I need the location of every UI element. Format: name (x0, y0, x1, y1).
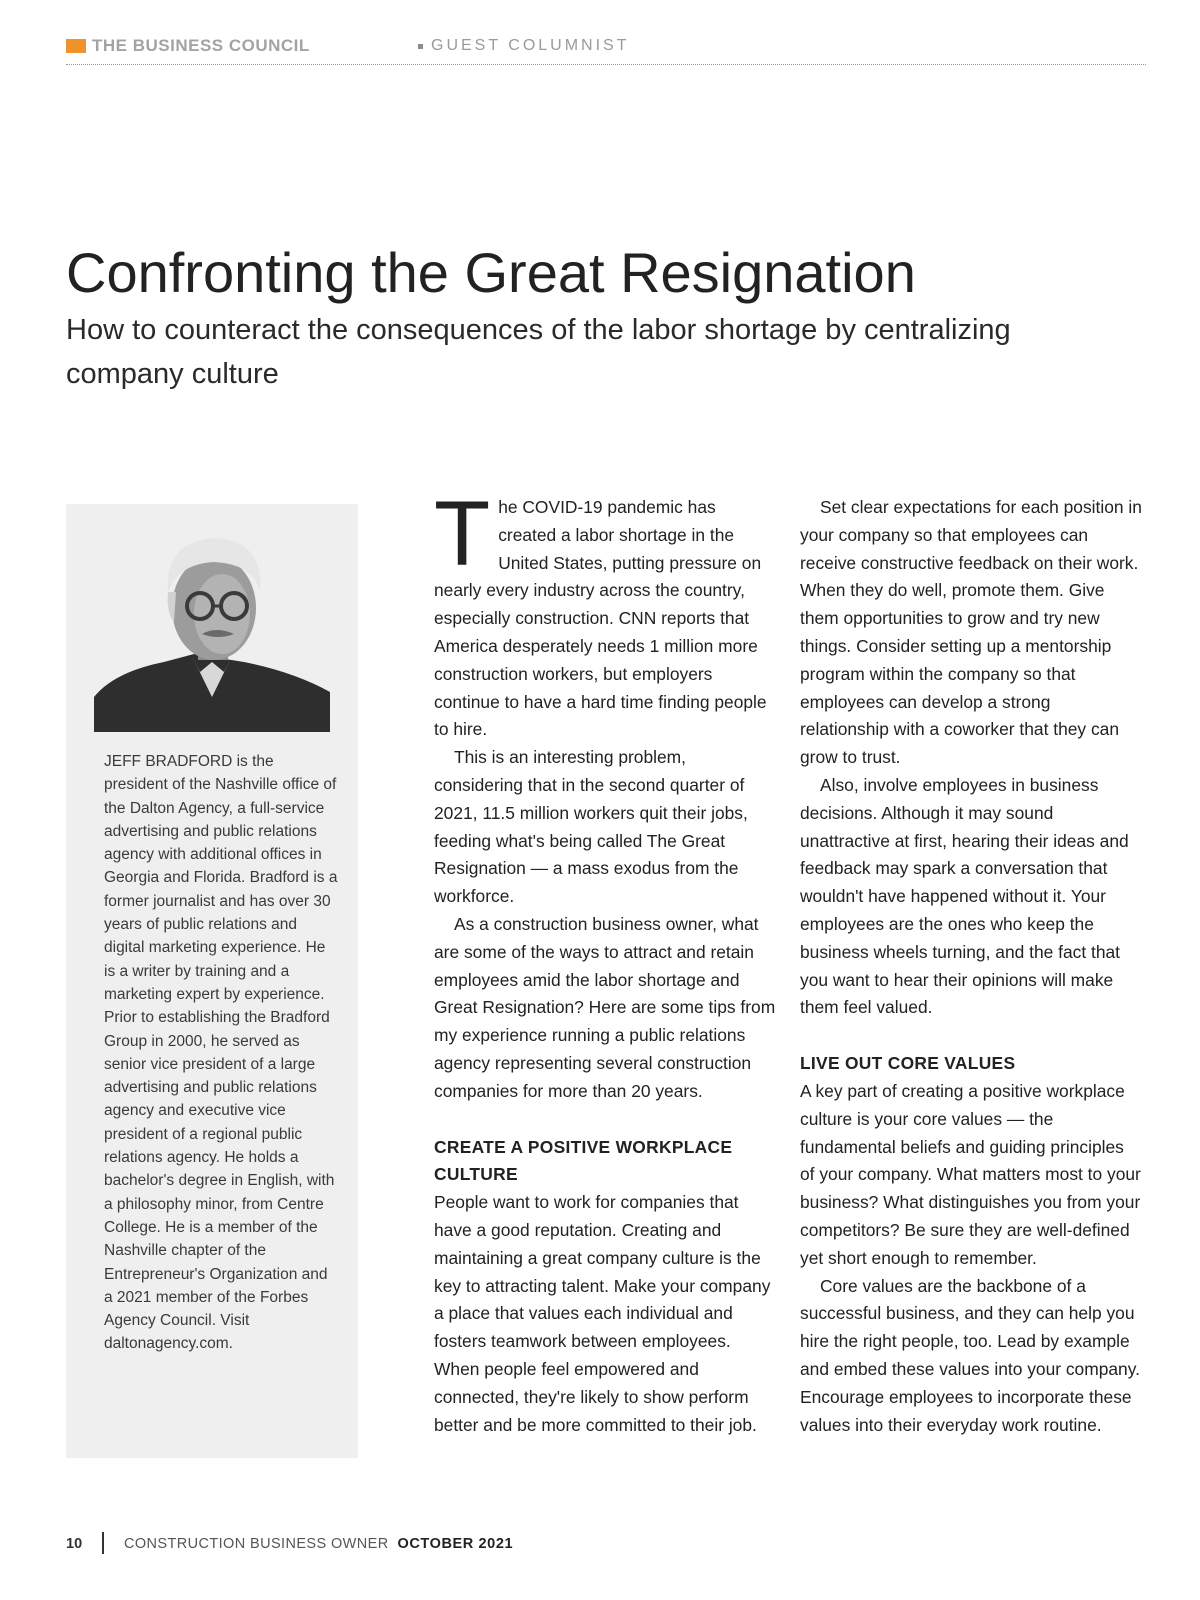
author-sidebar (66, 504, 358, 1458)
section-marker-square (66, 39, 86, 53)
author-photo (94, 522, 330, 732)
running-header (66, 36, 1146, 65)
section-heading: CREATE A POSITIVE WORKPLACE CULTURE (434, 1136, 733, 1185)
page-footer (66, 1532, 766, 1556)
article-title: Confronting the Great Resignation (66, 241, 916, 304)
footer-divider (102, 1532, 104, 1554)
body-paragraph: Also, involve employees in business decisions. Although it may sound unattractive at first, hearing their ideas and feedback may spark a conversation that wouldn't have happened without it. Your employees are the ones who keep the business wheels turning, and the fact that you want to hear their opinions will make them feel valued. (800, 774, 1129, 1018)
section-heading: LIVE OUT CORE VALUES (800, 1053, 1016, 1074)
body-paragraph-text: he COVID-19 pandemic has created a labor shortage in the United States, putting pressure on nearly every industry across the country, especially construction. CNN reports that America desperately needs 1 million more construction workers, but employers continue to have a hard time finding people to hire. (434, 497, 767, 740)
body-column-2 (800, 494, 1142, 1439)
body-paragraph: Set clear expectations for each position in your company so that employees can receive constructive feedback on their work. When they do well, promote them. Give them opportunities to grow and try new things. Consider setting up a mentorship program within the company so that employees can develop a strong relationship with a coworker that they can grow to trust. (800, 497, 1142, 768)
section-name: THE BUSINESS COUNCIL (92, 36, 310, 55)
body-column-1 (434, 483, 776, 1439)
body-paragraph: As a construction business owner, what are some of the ways to attract and retain employees amid the labor shortage and Great Resignation? Here are some tips from my experience running a public relations agency representing several construction companies for more than 20 years. (434, 913, 776, 1101)
publication-name: CONSTRUCTION BUSINESS OWNER (124, 1536, 389, 1552)
body-paragraph: People want to work for companies that have a good reputation. Creating and maintaining a great company culture is the key to attracting talent. Make your company a place that values each individual and fosters teamwork between employees. When people feel empowered and connected, they're likely to show perform better and be more committed to their job. (434, 1192, 771, 1435)
page-number: 10 (66, 1536, 83, 1552)
issue-date: OCTOBER 2021 (397, 1536, 514, 1552)
article-subtitle: How to counteract the consequences of the labor shortage by centralizing company culture (66, 314, 1011, 390)
body-paragraph (434, 483, 776, 744)
separator-dot (418, 44, 423, 49)
author-bio: JEFF BRADFORD is the president of the Nashville office of the Dalton Agency, a full-service advertising and public relations agency with additional offices in Georgia and Florida. Bradford is a former journalist and has over 30 years of public relations and digital marketing experience. He is a writer by training and a marketing expert by experience. Prior to establishing the Bradford Group in 2000, he served as senior vice president of a large advertising and public relations agency and executive vice president of a regional public relations agency. He holds a bachelor's degree in English, with a philosophy minor, from Centre College. He is a member of the Nashville chapter of the Entrepreneur's Organization and a 2021 member of the Forbes Agency Council. Visit daltonagency.com. (104, 753, 338, 1353)
subsection-name: GUEST COLUMNIST (431, 37, 630, 54)
body-paragraph: Core values are the backbone of a successful business, and they can help you hire the right people, too. Lead by example and embed these values into your company. Encourage employees to incorporate these values into their everyday work routine. (800, 1275, 1140, 1435)
publication-line (124, 1536, 513, 1552)
body-paragraph: A key part of creating a positive workplace culture is your core values — the fundamental beliefs and guiding principles of your company. What matters most to your business? What distinguishes you from your competitors? Be sure they are well-defined yet short enough to remember. (800, 1080, 1141, 1268)
body-paragraph: This is an interesting problem, considering that in the second quarter of 2021, 11.5 million workers quit their jobs, feeding what's being called The Great Resignation — a mass exodus from the workforce. (434, 747, 748, 907)
drop-cap: T (434, 483, 491, 585)
